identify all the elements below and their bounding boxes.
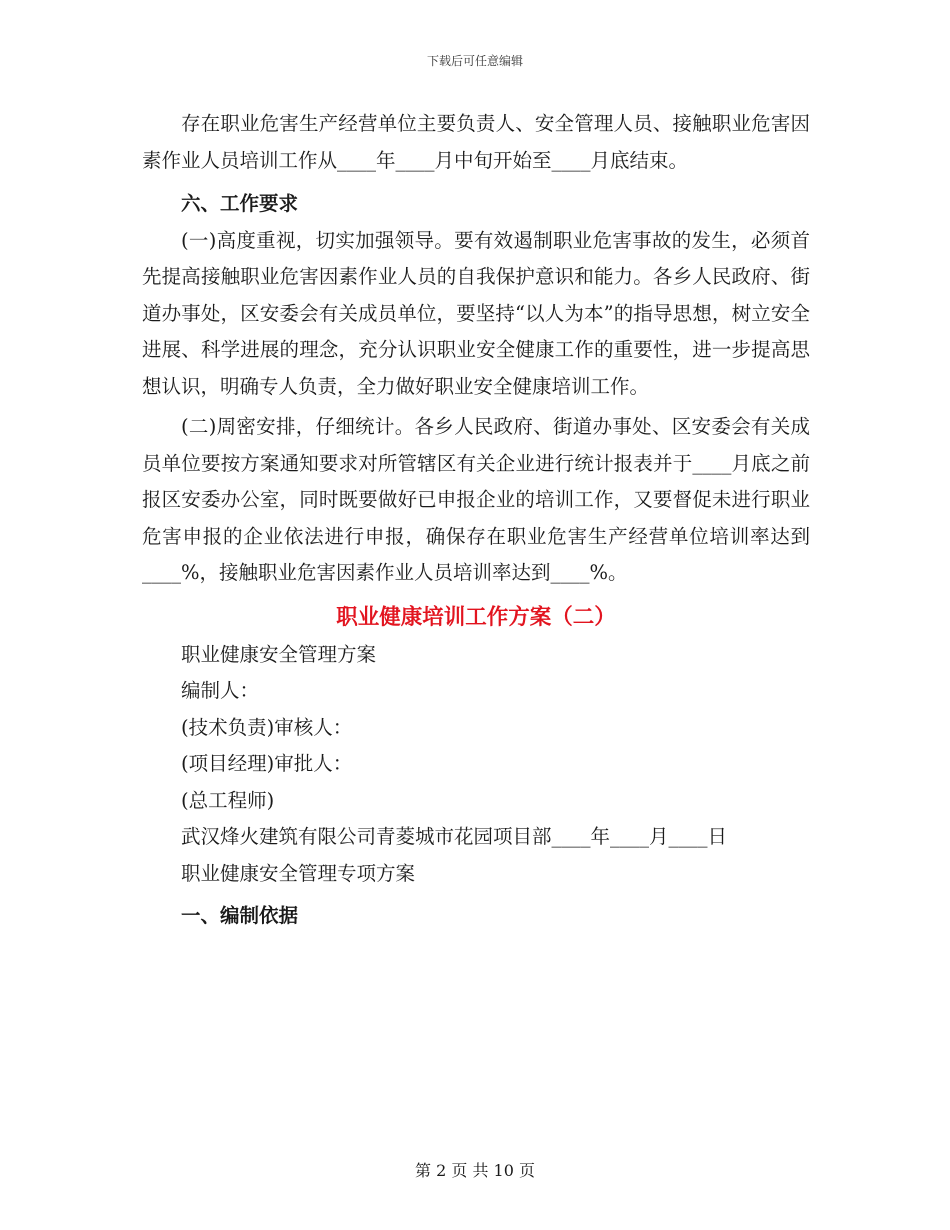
page-header: 下载后可任意编辑	[426, 54, 523, 68]
document-body	[142, 106, 810, 935]
paragraph-requirement-2: (二)周密安排，仔细统计。各乡人民政府、街道办事处、区安委会有关成员单位要按方案通知要求对所管辖区有关企业进行统计报表并于____月底之前报区安委办公室，同时既要做好已申报企业的培训工作，又要督促未进行职业危害申报的企业依法进行申报，确保存在职业危害生产经营单位培训率达到____%，接触职业危害因素作业人员培训率达到____%。	[142, 415, 810, 584]
line-approver: (项目经理)审批人：	[181, 752, 353, 775]
page-footer: 第 2 页 共 10 页	[415, 1161, 535, 1180]
line-plan-name: 职业健康安全管理方案	[181, 642, 377, 666]
line-company-date: 武汉烽火建筑有限公司青菱城市花园项目部____年____月____日	[181, 825, 728, 848]
heading-work-requirements: 六、工作要求	[181, 192, 299, 215]
paragraph-requirement-1: (一)高度重视，切实加强领导。要有效遏制职业危害事故的发生，必须首先提高接触职业危害因素作业人员的自我保护意识和能力。各乡人民政府、街道办事处，区安委会有关成员单位，要坚持“以人为本”的指导思想，树立安全进展、科学进展的理念，充分认识职业安全健康工作的重要性，进一步提高思想认识，明确专人负责，全力做好职业安全健康培训工作。	[142, 228, 810, 398]
section-title: 职业健康培训工作方案（二）	[336, 604, 616, 630]
line-chief-engineer: (总工程师)	[181, 788, 275, 812]
paragraph-training-period: 存在职业危害生产经营单位主要负责人、安全管理人员、接触职业危害因素作业人员培训工作从____年____月中旬开始至____月底结束。	[142, 112, 810, 172]
line-reviewer: (技术负责)审核人：	[181, 715, 353, 739]
line-compiler: 编制人：	[181, 679, 260, 702]
line-special-plan: 职业健康安全管理专项方案	[181, 861, 416, 885]
heading-basis: 一、编制依据	[181, 904, 299, 927]
